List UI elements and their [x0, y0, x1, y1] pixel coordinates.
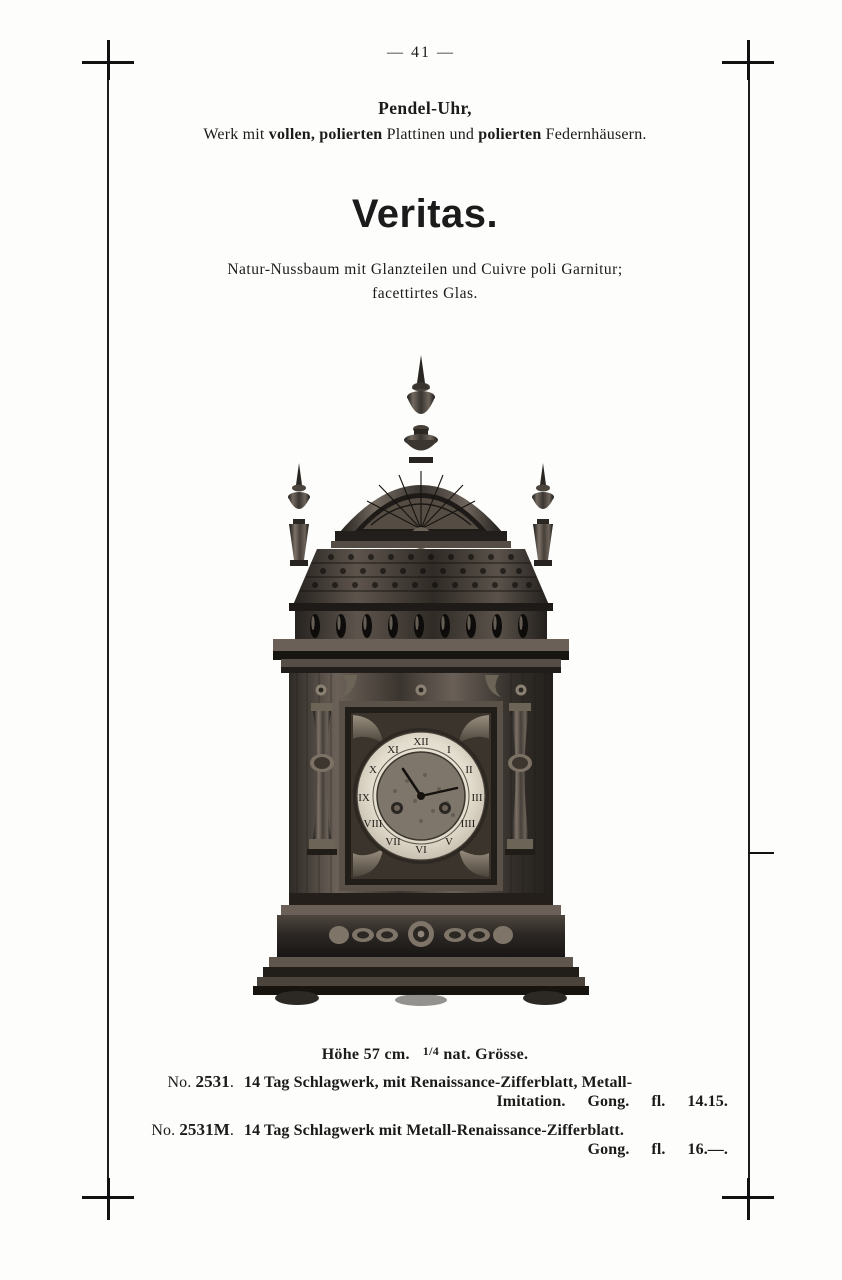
catalog-currency: fl. — [651, 1093, 666, 1110]
catalog-strike-type: Gong. — [587, 1093, 630, 1110]
scale-numerator: 1 — [422, 1044, 430, 1058]
catalog-description: 14 Tag Schlagwerk mit Metall-Renaissance-Zifferblatt. — [244, 1122, 624, 1139]
catalog-row — [122, 1120, 734, 1140]
finial-center — [404, 355, 438, 463]
register-mark-bottom-right-vertical — [747, 1178, 750, 1220]
svg-text:X: X — [369, 764, 377, 776]
catalog-number-prefix: No. — [167, 1074, 192, 1091]
svg-text:VII: VII — [385, 836, 401, 848]
svg-text:II: II — [465, 764, 473, 776]
catalog-number — [122, 1072, 244, 1092]
catalog-currency: fl. — [651, 1141, 666, 1158]
movement-desc-bold2: polierten — [478, 126, 542, 144]
catalog-description: 14 Tag Schlagwerk, mit Renaissance-Zifferblatt, Metall- — [244, 1074, 633, 1091]
movement-description — [120, 123, 730, 146]
case-body — [289, 673, 553, 905]
scale-fraction: 1/4 — [422, 1044, 440, 1058]
catalog-row-continuation — [122, 1141, 734, 1159]
movement-title: Pendel-Uhr, — [378, 98, 472, 118]
catalog-number-value: 2531 — [195, 1072, 230, 1091]
material-line-2: facettirtes Glas. — [372, 285, 478, 303]
catalog-number-prefix: No. — [151, 1122, 176, 1139]
header-block — [120, 96, 730, 147]
register-mark-bottom-left-vertical — [107, 1178, 110, 1220]
svg-text:XII: XII — [413, 736, 429, 748]
catalog-price: 16.—. — [687, 1141, 728, 1158]
catalog-row-continuation — [122, 1093, 734, 1111]
catalog-number-suffix: . — [229, 1122, 234, 1139]
catalog-entries — [122, 1072, 734, 1162]
frieze-section — [295, 611, 547, 641]
register-mark-middle-right — [748, 852, 774, 854]
clock-base — [253, 905, 589, 1006]
finial-left — [288, 463, 310, 566]
catalog-strike-type: Gong. — [587, 1141, 630, 1158]
svg-text:IX: IX — [358, 792, 370, 804]
movement-desc-part2: Plattinen und — [382, 126, 479, 144]
svg-text:I: I — [447, 744, 451, 756]
svg-text:IIII: IIII — [460, 818, 476, 830]
case-lower-rail — [289, 893, 553, 905]
svg-text:VI: VI — [415, 844, 427, 856]
height-caption: Höhe 57 cm. — [321, 1046, 410, 1064]
svg-text:V: V — [445, 836, 453, 848]
scale-denominator: 4 — [432, 1044, 440, 1058]
page-number: — 41 — — [387, 44, 455, 61]
svg-text:VIII: VIII — [363, 818, 383, 830]
catalog-number — [122, 1120, 244, 1140]
cornice — [273, 639, 569, 673]
catalog-number-suffix: . — [229, 1074, 234, 1091]
size-caption — [120, 1044, 730, 1064]
engraving-body — [253, 355, 589, 1006]
clock-dial — [353, 728, 489, 864]
roof-section — [289, 549, 553, 611]
frame-rule-right — [748, 60, 750, 1198]
dome-section — [331, 471, 511, 549]
material-line-1: Natur-Nussbaum mit Glanzteilen und Cuivre poli Garnitur; — [227, 261, 623, 278]
material-description — [120, 258, 730, 306]
catalog-number-value: 2531 — [179, 1120, 214, 1139]
model-name: Veritas. — [351, 192, 499, 236]
movement-desc-part1: Werk mit — [203, 126, 269, 144]
movement-desc-part3: Federnhäusern. — [541, 126, 647, 144]
clock-illustration — [211, 345, 631, 1020]
finial-right — [532, 463, 554, 566]
movement-desc-bold1: vollen, polierten — [268, 126, 383, 144]
frame-rule-left — [107, 60, 109, 1198]
scale-caption: nat. Grösse. — [443, 1046, 529, 1064]
catalog-price: 14.15. — [687, 1093, 728, 1110]
svg-text:XI: XI — [387, 744, 399, 756]
svg-text:III: III — [471, 792, 483, 804]
catalog-row — [122, 1072, 734, 1092]
catalog-number-variant: M — [213, 1120, 230, 1139]
catalog-continuation-text: Imitation. — [496, 1093, 566, 1110]
